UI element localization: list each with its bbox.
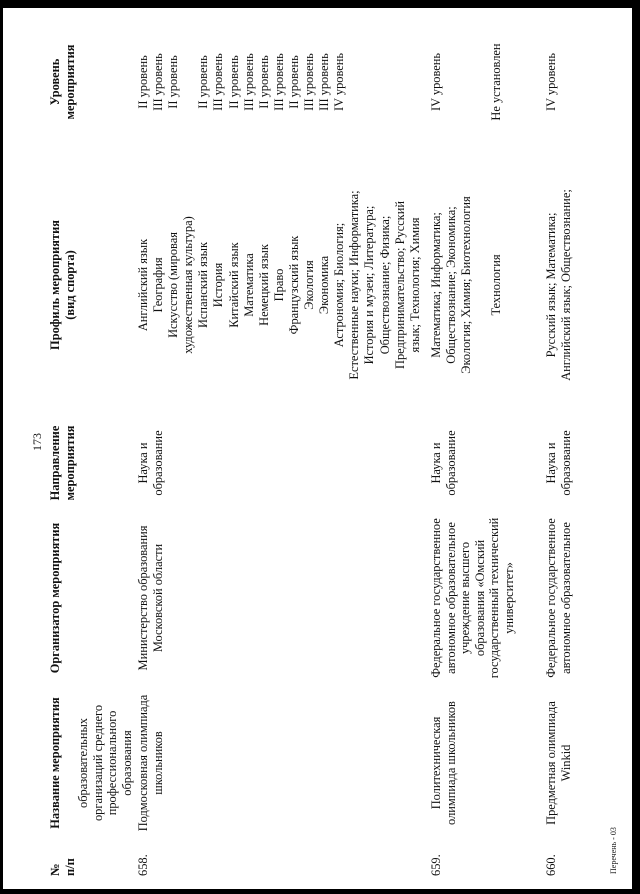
event-profile — [544, 154, 574, 416]
profile-line: художественная культура) — [181, 216, 196, 354]
footer-mark: Перечень - 03 — [609, 827, 618, 874]
profile-line: Экология — [302, 260, 317, 310]
profile-line: Математика; Информатика; — [429, 212, 443, 358]
level-line: II уровень — [256, 55, 271, 109]
profile-line: Экономика — [317, 255, 332, 315]
scan-border-bottom — [0, 889, 640, 894]
profile-line: Французский язык — [286, 235, 301, 335]
profile-line: География — [151, 257, 166, 313]
header-direction — [48, 418, 77, 508]
event-level — [544, 12, 559, 152]
event-profile — [136, 154, 423, 416]
level-line: IV уровень — [429, 52, 443, 112]
header-level-line: Уровень — [48, 58, 62, 106]
row-number: 658. — [136, 854, 150, 876]
event-name-line: олимпиада школьников — [443, 701, 458, 825]
event-name — [544, 688, 573, 838]
header-num — [48, 842, 77, 876]
event-organizer — [429, 510, 517, 686]
continuation-line: организаций среднего — [90, 704, 105, 822]
header-direction-line: мероприятия — [62, 425, 77, 501]
rotated-page — [24, 2, 624, 882]
profile-line: Право — [271, 268, 286, 302]
continuation-line: образования — [119, 730, 134, 796]
event-name-line: Политехническая — [429, 716, 443, 810]
profile-line: язык; Технология; Химия — [407, 217, 422, 353]
level-line — [444, 12, 459, 152]
continuation-line: образовательных — [76, 718, 90, 808]
level-line: IV уровень — [544, 52, 558, 112]
event-level — [429, 12, 504, 152]
organizer-line: государственный технический — [487, 517, 502, 679]
organizer-line: автономное образовательное — [558, 522, 573, 674]
profile-line: Естественные науки; Информатика; — [347, 190, 362, 380]
header-level — [48, 12, 77, 152]
level-line: III уровень — [302, 53, 317, 111]
profile-line: Обществознание; Физика; — [377, 215, 392, 355]
organizer-line: Федеральное государственное — [429, 518, 443, 678]
event-name-line: Подмосковная олимпиада — [136, 694, 150, 832]
scan-border-right — [632, 0, 640, 894]
organizer-line: учреждение высшего — [458, 541, 473, 655]
level-line: III уровень — [271, 53, 286, 111]
profile-line: История — [211, 262, 226, 308]
level-line: III уровень — [241, 53, 256, 111]
level-line — [474, 12, 489, 152]
organizer-line: Московской области — [150, 543, 165, 653]
event-name-line: Winkid — [558, 744, 573, 782]
profile-line: Математика — [241, 253, 256, 317]
event-direction: Наука и образование — [136, 430, 165, 496]
level-line — [459, 12, 474, 152]
profile-line — [474, 154, 489, 416]
profile-line: Астрономия; Биология; — [332, 222, 347, 348]
profile-line: Английский язык — [136, 238, 150, 332]
profile-line: Обществознание; Экономика; — [444, 206, 459, 364]
profile-line: Русский язык; Математика; — [544, 212, 558, 358]
page-number: 173 — [30, 433, 44, 451]
profile-line: Предпринимательство; Русский — [392, 201, 407, 369]
profile-line: Китайский язык — [226, 242, 241, 328]
row-number: 660. — [544, 854, 558, 876]
header-num-line: № — [48, 863, 62, 876]
profile-line: Технология — [489, 254, 504, 316]
event-organizer — [136, 510, 165, 686]
event-direction: Наука и образование — [544, 430, 573, 496]
event-name-line: школьников — [150, 731, 165, 795]
profile-line: Английский язык; Обществознание; — [559, 189, 574, 381]
level-line: III уровень — [317, 53, 332, 111]
level-line: Не установлен — [489, 43, 504, 121]
profile-line: Экология; Химия; Биотехнология — [459, 196, 474, 374]
level-line: II уровень — [136, 55, 150, 109]
level-line — [181, 12, 196, 152]
event-level — [136, 12, 347, 152]
header-direction-line: Направление — [48, 425, 62, 501]
profile-line: История и музеи; Литература; — [362, 205, 377, 365]
level-line: III уровень — [211, 53, 226, 111]
header-num-line: п/п — [62, 858, 77, 876]
continuation-name — [76, 688, 134, 838]
event-name — [136, 688, 165, 838]
continuation-line: профессионального — [105, 710, 120, 816]
organizer-line: Федеральное государственное — [544, 518, 558, 678]
level-line: II уровень — [166, 55, 181, 109]
event-direction: Наука и образование — [429, 430, 458, 496]
row-number: 659. — [429, 854, 443, 876]
organizer-line: автономное образовательное — [443, 522, 458, 674]
event-name — [429, 688, 458, 838]
header-organizer: Организатор мероприятия — [48, 522, 62, 674]
organizer-line: образования «Омский — [472, 539, 487, 657]
header-profile-line: (вид спорта) — [62, 250, 77, 320]
profile-line: Искусство (мировая — [166, 232, 181, 338]
level-line: II уровень — [286, 55, 301, 109]
level-line: II уровень — [196, 55, 211, 109]
level-line: II уровень — [226, 55, 241, 109]
scan-border-left — [0, 0, 3, 894]
header-profile-line: Профиль мероприятия — [48, 220, 62, 350]
event-organizer — [544, 510, 573, 686]
header-level-line: мероприятия — [62, 44, 77, 120]
event-profile — [429, 154, 504, 416]
header-profile — [48, 154, 77, 416]
level-line: IV уровень — [332, 52, 347, 112]
profile-line: Испанский язык — [196, 241, 211, 329]
level-line: III уровень — [151, 53, 166, 111]
header-name: Название мероприятия — [48, 697, 62, 829]
organizer-line: Министерство образования — [136, 525, 150, 671]
organizer-line: университет» — [501, 562, 516, 634]
event-name-line: Предметная олимпиада — [544, 701, 558, 825]
profile-line: Немецкий язык — [256, 244, 271, 326]
